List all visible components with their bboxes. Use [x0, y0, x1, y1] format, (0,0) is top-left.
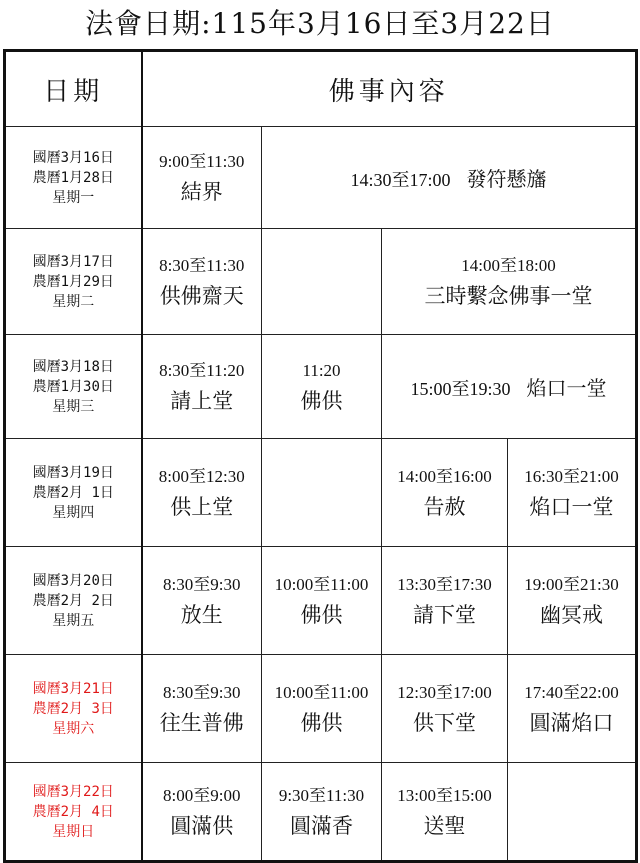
event-name: 告赦: [423, 494, 466, 519]
event-cell: [142, 439, 262, 547]
event-name: 焰口一堂: [526, 376, 607, 400]
table-row: [5, 335, 637, 439]
event-time: 8:30至11:20: [159, 360, 245, 380]
page-title: 法會日期:115年3月16日至3月22日: [85, 7, 555, 40]
event-name: 請下堂: [413, 602, 476, 627]
empty-cell: [262, 229, 382, 335]
event-cell: [382, 763, 508, 862]
event-name: 佛供: [300, 710, 343, 735]
solar-date: 國曆3月17日: [32, 253, 114, 270]
event-time: 14:00至18:00: [461, 255, 556, 275]
date-cell: [5, 763, 142, 862]
event-time: 10:00至11:00: [274, 682, 369, 702]
event-cell: [262, 335, 382, 439]
lunar-date: 農曆1月30日: [32, 378, 114, 395]
lunar-date: 農曆2月 2日: [32, 592, 114, 609]
date-cell: [5, 229, 142, 335]
event-name: 佛供: [300, 602, 343, 627]
event-time: 15:00至19:30: [410, 379, 511, 399]
event-cell: [262, 655, 382, 763]
event-time: 8:00至9:00: [163, 785, 241, 805]
event-cell: [142, 655, 262, 763]
table-row: [5, 655, 637, 763]
event-time: 14:30至17:00: [350, 170, 451, 190]
weekday: 星期二: [52, 293, 95, 310]
table-row: [5, 127, 637, 229]
event-inline: [410, 376, 607, 400]
solar-date: 國曆3月19日: [32, 464, 114, 481]
header-content-cell: [142, 51, 637, 127]
date-cell: [5, 127, 142, 229]
event-name: 往生普佛: [159, 710, 244, 735]
header-date-cell: [5, 51, 142, 127]
weekday: 星期一: [52, 189, 95, 206]
schedule-table: [3, 49, 638, 863]
event-time: 16:30至21:00: [524, 466, 619, 486]
event-name: 供下堂: [413, 710, 476, 735]
weekday: 星期三: [52, 398, 95, 415]
event-time: 13:00至15:00: [397, 785, 492, 805]
table-header-row: [5, 51, 637, 127]
event-cell: [142, 763, 262, 862]
event-name: 圓滿香: [290, 813, 353, 838]
weekday: 星期日: [52, 823, 95, 840]
event-name: 請上堂: [170, 388, 234, 413]
solar-date: 國曆3月22日: [32, 783, 114, 800]
event-time: 17:40至22:00: [524, 682, 619, 702]
event-cell: [382, 655, 508, 763]
event-time: 8:30至9:30: [163, 682, 241, 702]
event-cell: [142, 335, 262, 439]
header-content-label: 佛事內容: [328, 76, 449, 107]
date-cell: [5, 655, 142, 763]
event-time: 9:00至11:30: [159, 151, 245, 171]
event-time: 19:00至21:30: [524, 574, 619, 594]
lunar-date: 農曆2月 1日: [32, 484, 114, 501]
event-name: 供佛齋天: [159, 283, 244, 308]
event-cell: [382, 547, 508, 655]
event-name: 圓滿焰口: [529, 710, 614, 735]
event-cell: [142, 127, 262, 229]
event-time: 12:30至17:00: [397, 682, 492, 702]
solar-date: 國曆3月21日: [32, 680, 114, 697]
event-time: 8:30至11:30: [159, 255, 245, 275]
event-time: 9:30至11:30: [278, 785, 365, 805]
table-row: [5, 229, 637, 335]
lunar-date: 農曆2月 4日: [32, 803, 114, 820]
event-name: 幽冥戒: [540, 602, 603, 627]
event-name: 焰口一堂: [529, 494, 614, 519]
empty-cell: [508, 763, 637, 862]
event-cell: [508, 439, 637, 547]
event-cell: [142, 229, 262, 335]
date-cell: [5, 439, 142, 547]
date-cell: [5, 547, 142, 655]
event-name: 發符懸旛: [466, 167, 547, 191]
event-cell: [142, 547, 262, 655]
event-cell: [262, 127, 637, 229]
event-name: 送聖: [423, 813, 466, 838]
lunar-date: 農曆1月28日: [32, 169, 114, 186]
event-inline: [350, 167, 547, 191]
event-cell: [382, 439, 508, 547]
event-name: 放生: [180, 602, 223, 627]
event-name: 佛供: [300, 388, 343, 413]
event-time: 8:00至12:30: [158, 466, 245, 486]
lunar-date: 農曆1月29日: [32, 273, 114, 290]
event-cell: [508, 655, 637, 763]
lunar-date: 農曆2月 3日: [32, 700, 114, 717]
weekday: 星期六: [52, 720, 95, 737]
event-cell: [508, 547, 637, 655]
event-time: 11:20: [302, 360, 341, 380]
weekday: 星期五: [52, 612, 95, 629]
date-cell: [5, 335, 142, 439]
header-date-label: 日期: [43, 76, 104, 107]
solar-date: 國曆3月20日: [32, 572, 114, 589]
table-row: [5, 763, 637, 862]
event-cell: [262, 763, 382, 862]
event-name: 三時繫念佛事一堂: [424, 283, 593, 308]
weekday: 星期四: [52, 504, 95, 521]
event-cell: [382, 229, 637, 335]
event-name: 供上堂: [170, 494, 234, 519]
event-name: 圓滿供: [170, 813, 234, 838]
solar-date: 國曆3月16日: [32, 149, 114, 166]
empty-cell: [262, 439, 382, 547]
event-time: 10:00至11:00: [274, 574, 369, 594]
event-cell: [382, 335, 637, 439]
table-row: [5, 439, 637, 547]
event-time: 13:30至17:30: [397, 574, 492, 594]
event-time: 8:30至9:30: [163, 574, 241, 594]
solar-date: 國曆3月18日: [32, 358, 114, 375]
table-row: [5, 547, 637, 655]
event-time: 14:00至16:00: [397, 466, 492, 486]
event-name: 結界: [180, 179, 223, 204]
event-cell: [262, 547, 382, 655]
